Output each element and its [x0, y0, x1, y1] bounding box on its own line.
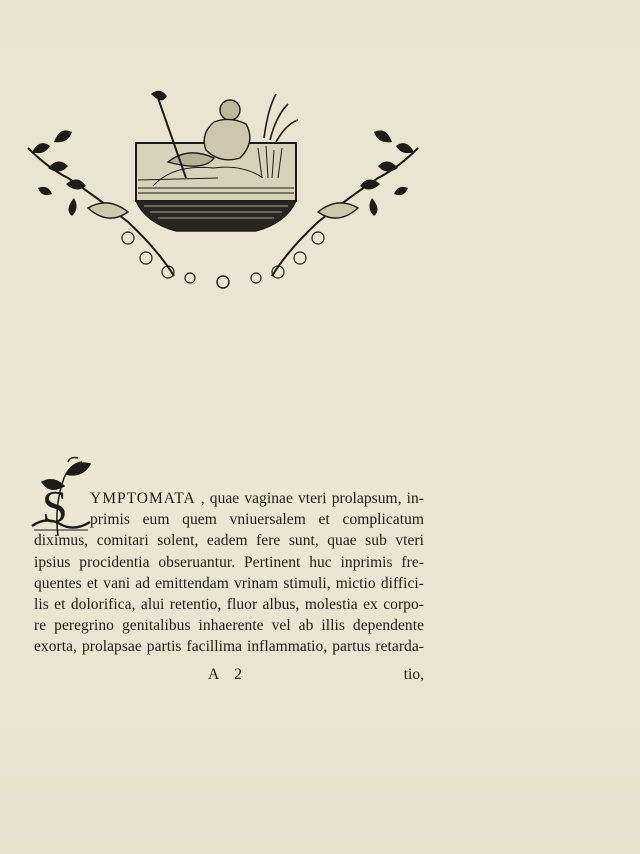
text-line-1: [34, 488, 424, 509]
text-line-8: exorta, prolapsae partis facillima inflammatio, partus retarda-: [34, 638, 424, 656]
signature-mark: A 2: [208, 666, 248, 683]
svg-text:S: S: [42, 481, 68, 532]
text-line-5: quentes et vani ad emittendam vrinam stimuli, mictio diffici-: [34, 574, 424, 592]
text-line-6: lis et dolorifica, alui retentio, fluor albus, molestia ex corpo-: [34, 595, 424, 613]
headpiece-vignette: [18, 88, 428, 296]
body-text: [34, 488, 424, 658]
text-line-4: ipsius procidentia obseruantur. Pertinent huc inprimis fre-: [34, 553, 424, 571]
first-line-rest: , quae vaginae vteri prolapsum, in-: [195, 490, 424, 507]
first-word-rest: YMPTOMATA: [90, 490, 196, 507]
page-footer: [34, 666, 424, 688]
text-line-3: diximus, comitari solent, eadem fere sunt, quae sub vteri: [34, 532, 424, 550]
catchword: tio,: [403, 666, 424, 683]
text-line-7: re peregrino genitalibus inhaerente vel ab illis dependente: [34, 617, 424, 635]
text-line-2: primis eum quem vniuersalem et complicatum: [90, 511, 424, 529]
